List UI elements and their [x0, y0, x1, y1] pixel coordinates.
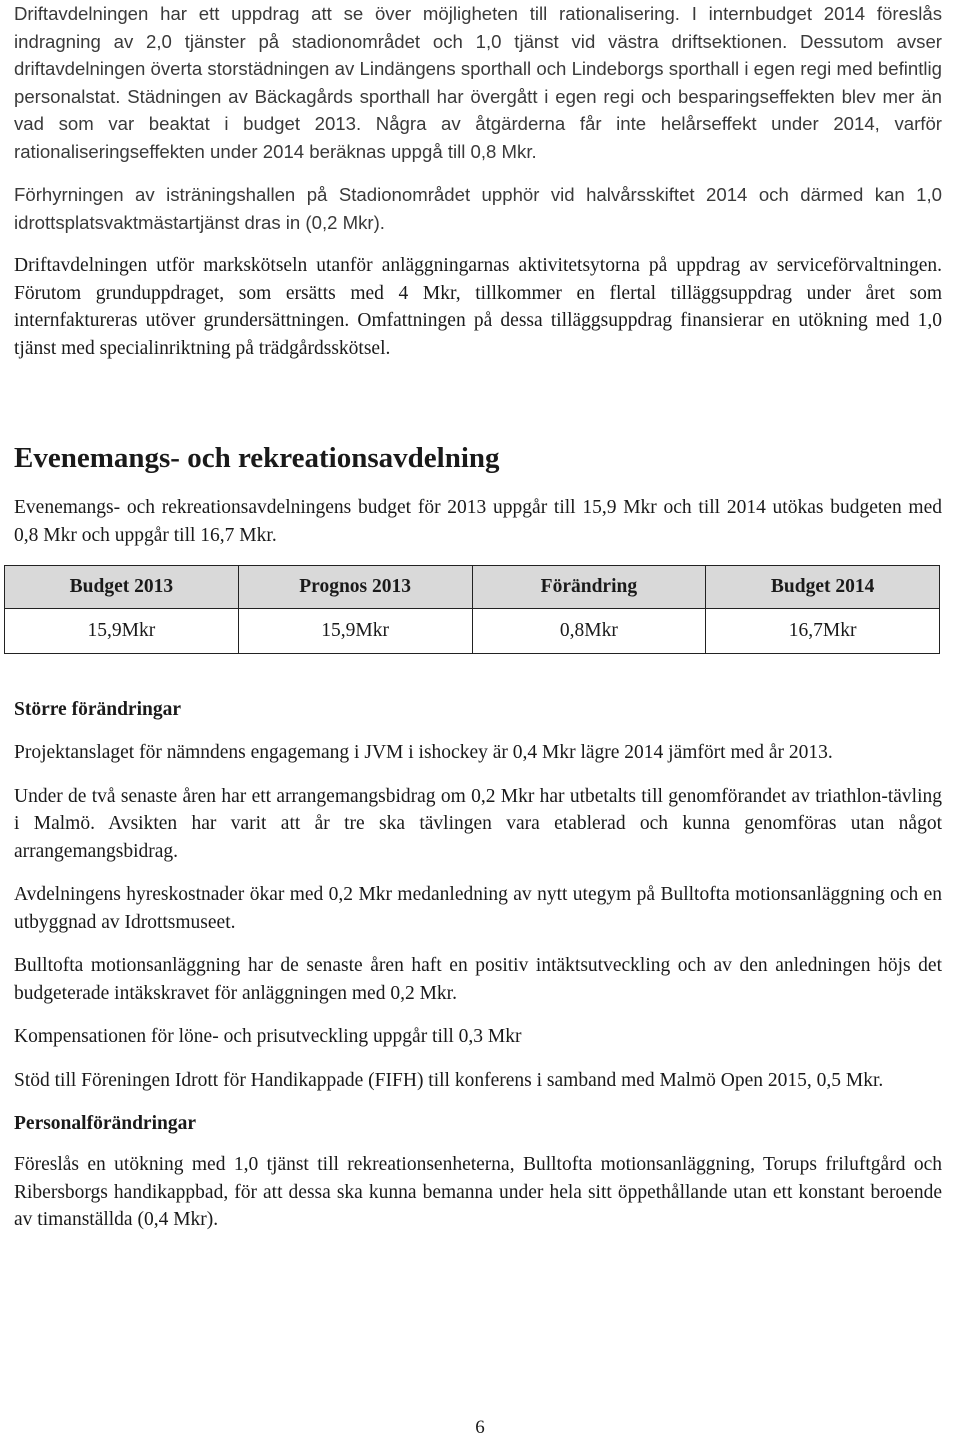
- header-budget-2014: Budget 2014: [706, 566, 940, 609]
- change-item: Avdelningens hyreskostnader ökar med 0,2 Mkr medanledning av nytt utegym på Bulltofta motionsanläggning och en utbyggnad av Idrottsmuseet.: [14, 884, 942, 933]
- header-forandring: Förändring: [472, 566, 706, 609]
- cell-prognos-2013: 15,9Mkr: [238, 609, 472, 654]
- intro-paragraph-rationalization: Driftavdelningen har ett uppdrag att se över möjligheten till rationalisering. I internbudget 2014 föreslås indragning av 2,0 tjänster på stadionområdet och 1,0 tjänst vid västra driftsektionen. Dessutom avser driftavdelningen överta storstädningen av Lindängens sporthall och Lindeborgs sporthall i egen regi med befintlig personalstat. Städningen av Bäckagårds sporthall har övergått i egen regi och besparingseffekten blev mer än vad som var beaktat i budget 2013. Några av åtgärderna får inte helårseffekt under 2014, varför rationaliseringseffekten under 2014 beräknas uppgå till 0,8 Mkr.: [14, 3, 942, 162]
- change-item: Projektanslaget för nämndens engagemang i JVM i ishockey är 0,4 Mkr lägre 2014 jämfört med år 2013.: [14, 742, 833, 763]
- document-page: [14, 0, 942, 1234]
- section-title: Evenemangs- och rekreationsavdelning: [14, 442, 500, 474]
- budget-table-header-row: [5, 566, 940, 609]
- cell-budget-2014: 16,7Mkr: [706, 609, 940, 654]
- header-prognos-2013: Prognos 2013: [238, 566, 472, 609]
- change-item: Kompensationen för löne- och prisutveckling uppgår till 0,3 Mkr: [14, 1026, 522, 1047]
- cell-forandring: 0,8Mkr: [472, 609, 706, 654]
- personnel-paragraph: Föreslås en utökning med 1,0 tjänst till rekreationsenheterna, Bulltofta motionsanläggning, Torups friluftgård och Ribersborgs handikappbad, för att dessa ska kunna bemanna under hela sitt öppethållande utan ett konstant beroende av timanställda (0,4 Mkr).: [14, 1154, 942, 1230]
- budget-table: [4, 565, 940, 654]
- changes-heading: Större förändringar: [14, 699, 181, 720]
- intro-paragraph-ground-maintenance: Driftavdelningen utför markskötseln utanför anläggningarnas aktivitetsytorna på uppdrag av serviceförvaltningen. Förutom grunduppdraget, som ersätts med 4 Mkr, tillkommer en flertal tilläggsuppdrag under året som internfaktureras utöver grundersättningen. Omfattningen på dessa tilläggsuppdrag finansierar en utökning med 1,0 tjänst med specialinriktning på trädgårdsskötsel.: [14, 255, 942, 359]
- intro-paragraph-ice-hall: Förhyrningen av isträningshallen på Stadionområdet upphör vid halvårsskiftet 2014 och därmed kan 1,0 idrottsplatsvaktmästartjänst dras in (0,2 Mkr).: [14, 184, 942, 233]
- table-row: [5, 609, 940, 654]
- section-lead: Evenemangs- och rekreationsavdelningens budget för 2013 uppgår till 15,9 Mkr och till 2014 utökas budgeten med 0,8 Mkr och uppgår till 16,7 Mkr.: [14, 497, 942, 546]
- header-budget-2013: Budget 2013: [5, 566, 239, 609]
- page-number: 6: [475, 1417, 485, 1438]
- change-item: Under de två senaste åren har ett arrangemangsbidrag om 0,2 Mkr har utbetalts till genomförandet av triathlon-tävling i Malmö. Avsikten har varit att år tre ska tävlingen vara etablerad och kunna genomföras utan något arrangemangsbidrag.: [14, 785, 942, 862]
- cell-budget-2013: 15,9Mkr: [5, 609, 239, 654]
- change-item: Bulltofta motionsanläggning har de senaste åren haft en positiv intäktsutveckling och av den anledningen höjs det budgeterade intäkskravet för anläggningen med 0,2 Mkr.: [14, 955, 942, 1004]
- change-item: Stöd till Föreningen Idrott för Handikappade (FIFH) till konferens i samband med Malmö Open 2015, 0,5 Mkr.: [14, 1069, 884, 1091]
- personnel-heading: Personalförändringar: [14, 1113, 196, 1134]
